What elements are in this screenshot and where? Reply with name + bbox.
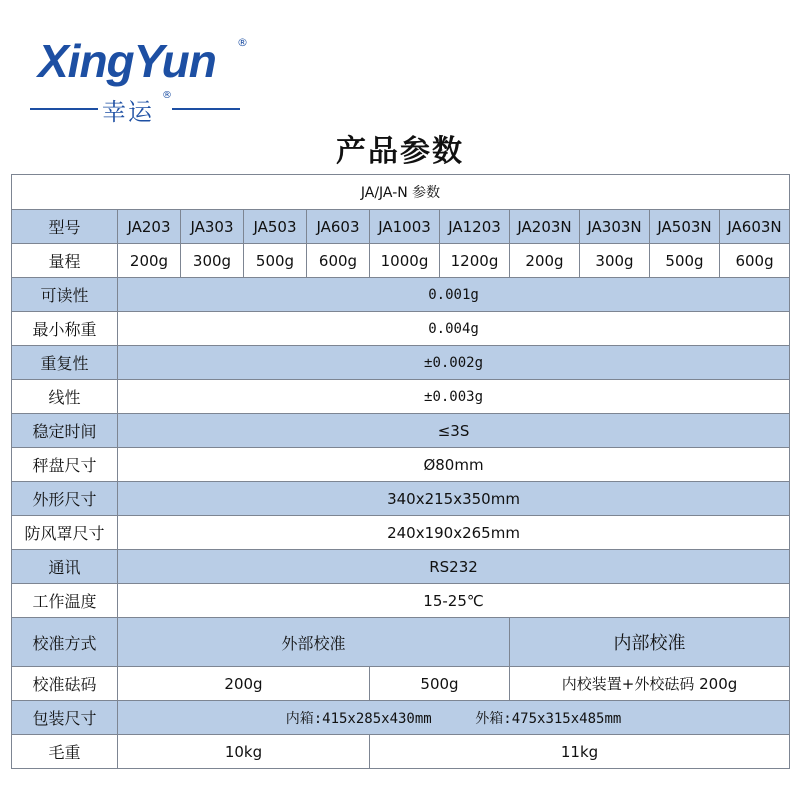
- row-label: 包装尺寸: [12, 701, 118, 735]
- logo-chinese-text: 幸运: [102, 98, 154, 126]
- capacity-cell: 300g: [181, 244, 244, 278]
- row-value: RS232: [118, 550, 790, 584]
- table-row-interface: [12, 550, 790, 584]
- model-cell: JA303N: [580, 210, 650, 244]
- model-cell: JA203: [118, 210, 181, 244]
- row-label: 量程: [12, 244, 118, 278]
- table-row-cal-weight: [12, 667, 790, 701]
- logo-divider-left: [30, 108, 98, 110]
- model-cell: JA603: [307, 210, 370, 244]
- capacity-cell: 1000g: [370, 244, 440, 278]
- model-cell: JA503N: [650, 210, 720, 244]
- capacity-cell: 500g: [650, 244, 720, 278]
- logo-chinese-registered-mark: ®: [162, 90, 172, 101]
- spec-table: [11, 174, 790, 769]
- row-value: 0.001g: [118, 278, 790, 312]
- logo-text: XingYun: [38, 35, 216, 87]
- row-label: 校准方式: [12, 618, 118, 667]
- table-row-readability: [12, 278, 790, 312]
- capacity-cell: 600g: [720, 244, 790, 278]
- row-value: ≤3S: [118, 414, 790, 448]
- table-row-capacity: [12, 244, 790, 278]
- model-cell: JA1003: [370, 210, 440, 244]
- capacity-cell: 600g: [307, 244, 370, 278]
- row-label: 最小称重: [12, 312, 118, 346]
- row-value: 340x215x350mm: [118, 482, 790, 516]
- row-label: 型号: [12, 210, 118, 244]
- table-row-calibration: [12, 618, 790, 667]
- capacity-cell: 500g: [244, 244, 307, 278]
- row-value: 15-25℃: [118, 584, 790, 618]
- table-row-packing: [12, 701, 790, 735]
- cal-weight-value: 200g: [118, 667, 370, 701]
- logo-divider-right: [172, 108, 240, 110]
- table-row-draft-shield: [12, 516, 790, 550]
- table-row-min-weight: [12, 312, 790, 346]
- row-label: 重复性: [12, 346, 118, 380]
- row-label: 可读性: [12, 278, 118, 312]
- row-label: 外形尺寸: [12, 482, 118, 516]
- model-cell: JA203N: [510, 210, 580, 244]
- model-cell: JA1203: [440, 210, 510, 244]
- capacity-cell: 1200g: [440, 244, 510, 278]
- row-label: 秤盘尺寸: [12, 448, 118, 482]
- row-label: 线性: [12, 380, 118, 414]
- row-label: 稳定时间: [12, 414, 118, 448]
- table-row-repeatability: [12, 346, 790, 380]
- row-label: 通讯: [12, 550, 118, 584]
- cal-weight-value: 内校装置+外校砝码 200g: [510, 667, 790, 701]
- row-label: 校准砝码: [12, 667, 118, 701]
- row-label: 防风罩尺寸: [12, 516, 118, 550]
- table-row-pan-size: [12, 448, 790, 482]
- table-row-gross-weight: [12, 735, 790, 769]
- row-value: ±0.002g: [118, 346, 790, 380]
- packing-outer: 外箱:475x315x485mm: [475, 710, 622, 727]
- packing-inner: 内箱:415x285x430mm: [285, 710, 432, 727]
- table-row-dimensions: [12, 482, 790, 516]
- row-value: 240x190x265mm: [118, 516, 790, 550]
- cal-weight-value: 500g: [370, 667, 510, 701]
- brand-logo: [30, 30, 260, 130]
- table-title: JA/JA-N 参数: [12, 175, 790, 210]
- table-row-temperature: [12, 584, 790, 618]
- capacity-cell: 200g: [510, 244, 580, 278]
- page-title: 产品参数: [336, 134, 464, 169]
- row-value: ±0.003g: [118, 380, 790, 414]
- model-cell: JA603N: [720, 210, 790, 244]
- packing-value: [118, 701, 790, 735]
- gross-weight-value: 11kg: [370, 735, 790, 769]
- model-cell: JA303: [181, 210, 244, 244]
- capacity-cell: 300g: [580, 244, 650, 278]
- table-row-model: [12, 210, 790, 244]
- row-label: 毛重: [12, 735, 118, 769]
- row-value: Ø80mm: [118, 448, 790, 482]
- table-row-linearity: [12, 380, 790, 414]
- calibration-external: 外部校准: [118, 618, 510, 667]
- calibration-internal: 内部校准: [510, 618, 790, 667]
- capacity-cell: 200g: [118, 244, 181, 278]
- gross-weight-value: 10kg: [118, 735, 370, 769]
- table-row-stabilization: [12, 414, 790, 448]
- logo-registered-mark: ®: [237, 36, 248, 49]
- model-cell: JA503: [244, 210, 307, 244]
- row-label: 工作温度: [12, 584, 118, 618]
- row-value: 0.004g: [118, 312, 790, 346]
